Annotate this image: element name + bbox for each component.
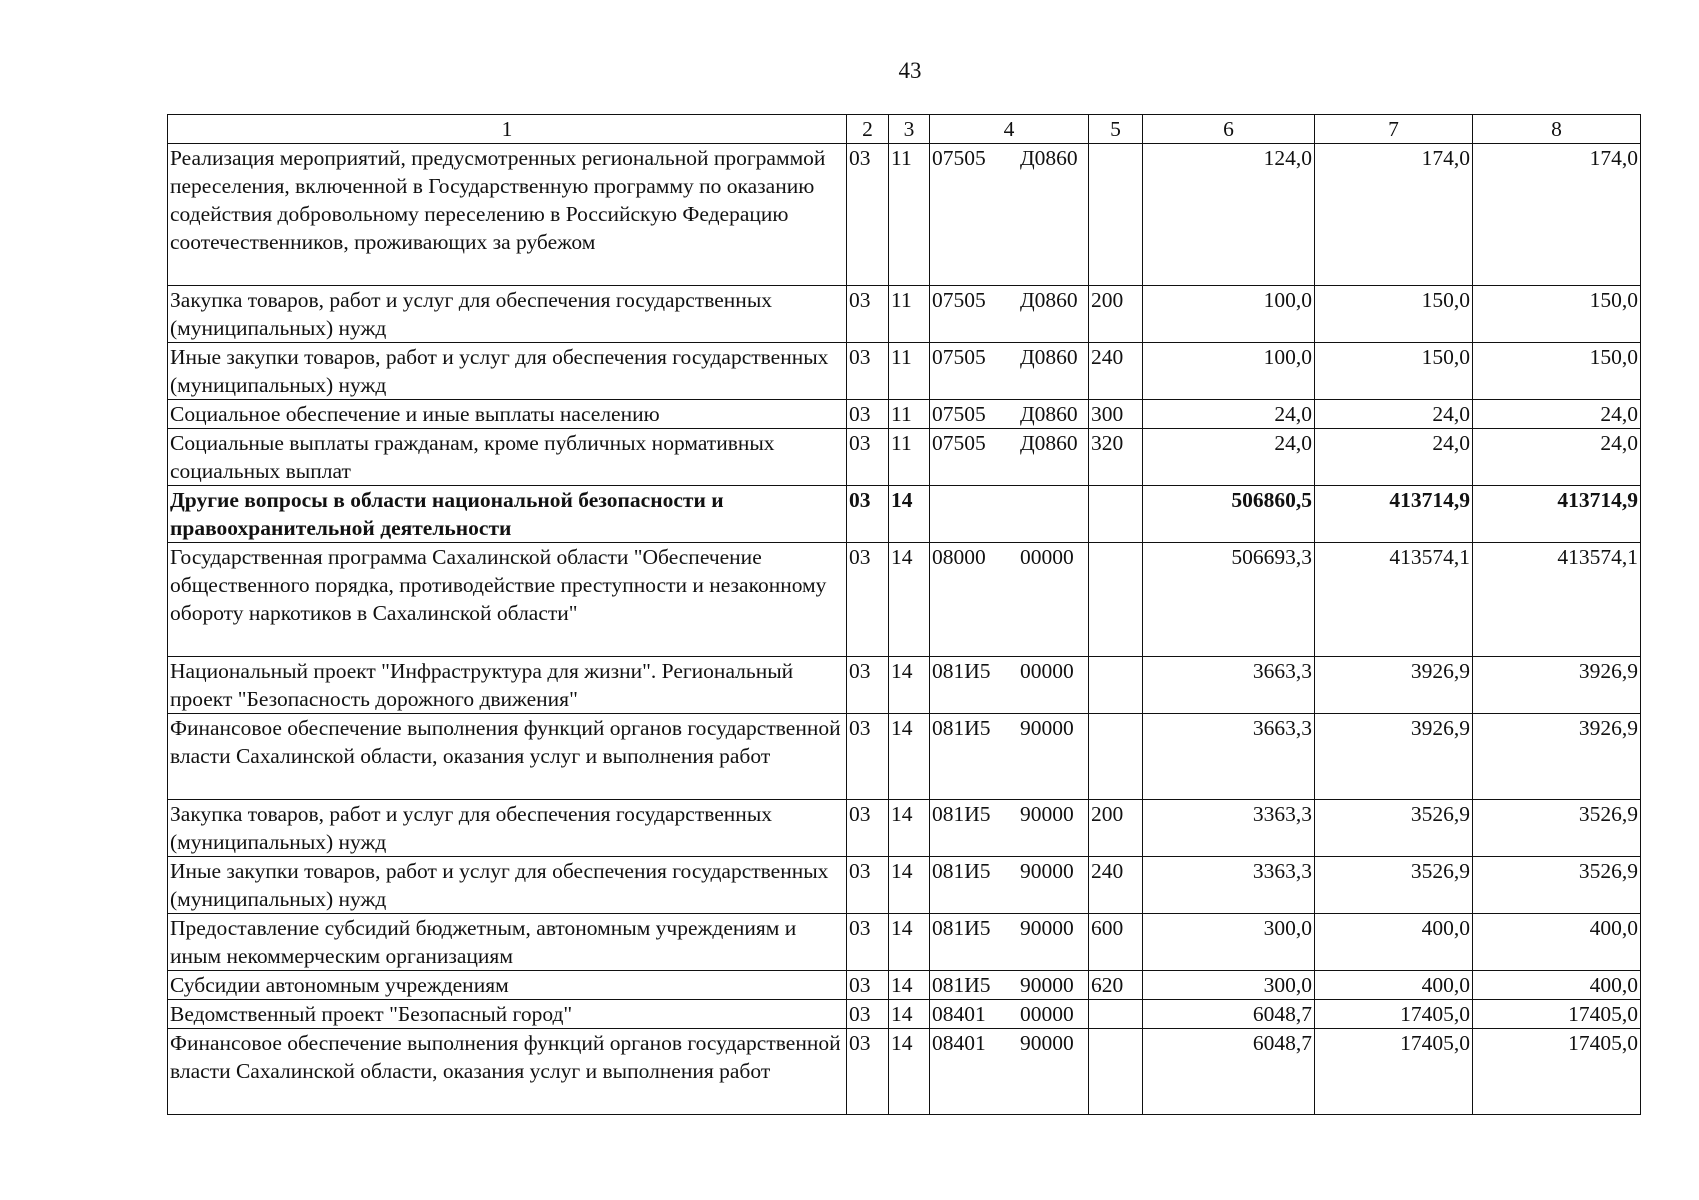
direction-code: Д0860	[1020, 431, 1078, 455]
amount-col-7: 400,0	[1315, 914, 1473, 971]
program-code: 081И5	[932, 802, 991, 826]
expense-type-code	[1089, 1029, 1143, 1115]
amount-col-7: 150,0	[1315, 343, 1473, 400]
direction-code: 90000	[1020, 1031, 1074, 1055]
subsection-code: 14	[889, 1029, 930, 1115]
row-name: Иные закупки товаров, работ и услуг для обеспечения государственных (муниципальных) нужд	[168, 857, 847, 914]
target-article-code	[930, 144, 1089, 286]
program-code: 08000	[932, 545, 986, 569]
direction-code: Д0860	[1020, 146, 1078, 170]
amount-col-7: 24,0	[1315, 400, 1473, 429]
target-article-code	[930, 1029, 1089, 1115]
table-row	[168, 429, 1641, 486]
subsection-code: 14	[889, 1000, 930, 1029]
row-name: Реализация мероприятий, предусмотренных региональной программой переселения, включенной в Государственную программу по оказанию содействия добровольному переселению в Российскую Федерацию соотечественников, проживающих за рубежом	[168, 144, 847, 286]
section-code: 03	[847, 343, 889, 400]
subsection-code: 11	[889, 343, 930, 400]
amount-col-7: 413574,1	[1315, 543, 1473, 657]
amount-col-8: 3926,9	[1473, 714, 1641, 800]
header-row	[168, 115, 1641, 144]
subsection-code: 11	[889, 429, 930, 486]
expense-type-code: 240	[1089, 343, 1143, 400]
section-code: 03	[847, 486, 889, 543]
amount-col-7: 24,0	[1315, 429, 1473, 486]
program-code: 07505	[932, 431, 986, 455]
subsection-code: 11	[889, 144, 930, 286]
header-col-3: 3	[889, 115, 930, 144]
row-name: Субсидии автономным учреждениям	[168, 971, 847, 1000]
amount-col-6: 506693,3	[1143, 543, 1315, 657]
amount-col-6: 3363,3	[1143, 800, 1315, 857]
expense-type-code: 200	[1089, 286, 1143, 343]
table-row	[168, 543, 1641, 657]
target-article-code	[930, 400, 1089, 429]
amount-col-7: 174,0	[1315, 144, 1473, 286]
section-code: 03	[847, 1029, 889, 1115]
target-article-code	[930, 914, 1089, 971]
subsection-code: 14	[889, 914, 930, 971]
amount-col-8: 400,0	[1473, 971, 1641, 1000]
direction-code: Д0860	[1020, 288, 1078, 312]
subsection-code: 14	[889, 657, 930, 714]
expense-type-code	[1089, 144, 1143, 286]
section-code: 03	[847, 144, 889, 286]
header-col-4: 4	[930, 115, 1089, 144]
amount-col-8: 3526,9	[1473, 857, 1641, 914]
amount-col-6: 100,0	[1143, 343, 1315, 400]
table-row	[168, 657, 1641, 714]
header-col-7: 7	[1315, 115, 1473, 144]
program-code: 081И5	[932, 973, 991, 997]
program-code: 08401	[932, 1031, 986, 1055]
program-code: 081И5	[932, 716, 991, 740]
target-article-code	[930, 714, 1089, 800]
table-row	[168, 1029, 1641, 1115]
row-name: Финансовое обеспечение выполнения функций органов государственной власти Сахалинской области, оказания услуг и выполнения работ	[168, 714, 847, 800]
direction-code: 90000	[1020, 859, 1074, 883]
amount-col-6: 3663,3	[1143, 657, 1315, 714]
row-name: Социальные выплаты гражданам, кроме публичных нормативных социальных выплат	[168, 429, 847, 486]
target-article-code	[930, 286, 1089, 343]
direction-code: 90000	[1020, 973, 1074, 997]
table-row	[168, 144, 1641, 286]
program-code: 081И5	[932, 659, 991, 683]
target-article-code	[930, 800, 1089, 857]
expense-type-code	[1089, 657, 1143, 714]
amount-col-7: 413714,9	[1315, 486, 1473, 543]
program-code: 07505	[932, 146, 986, 170]
amount-col-8: 17405,0	[1473, 1000, 1641, 1029]
table-row	[168, 914, 1641, 971]
direction-code: 00000	[1020, 1002, 1074, 1026]
section-code: 03	[847, 543, 889, 657]
program-code: 08401	[932, 1002, 986, 1026]
target-article-code	[930, 429, 1089, 486]
amount-col-8: 24,0	[1473, 429, 1641, 486]
amount-col-8: 3526,9	[1473, 800, 1641, 857]
section-code: 03	[847, 971, 889, 1000]
amount-col-8: 413574,1	[1473, 543, 1641, 657]
subsection-code: 14	[889, 800, 930, 857]
amount-col-7: 3526,9	[1315, 800, 1473, 857]
direction-code: 90000	[1020, 916, 1074, 940]
program-code: 07505	[932, 288, 986, 312]
section-code: 03	[847, 1000, 889, 1029]
table-row	[168, 971, 1641, 1000]
header-col-8: 8	[1473, 115, 1641, 144]
amount-col-6: 24,0	[1143, 400, 1315, 429]
amount-col-8: 24,0	[1473, 400, 1641, 429]
program-code: 081И5	[932, 859, 991, 883]
row-name: Предоставление субсидий бюджетным, автономным учреждениям и иным некоммерческим организациям	[168, 914, 847, 971]
amount-col-8: 400,0	[1473, 914, 1641, 971]
expense-type-code: 620	[1089, 971, 1143, 1000]
section-code: 03	[847, 857, 889, 914]
direction-code: 90000	[1020, 716, 1074, 740]
amount-col-6: 300,0	[1143, 971, 1315, 1000]
table-row	[168, 486, 1641, 543]
target-article-code	[930, 543, 1089, 657]
subsection-code: 14	[889, 543, 930, 657]
expense-type-code	[1089, 543, 1143, 657]
program-code: 081И5	[932, 916, 991, 940]
subsection-code: 11	[889, 286, 930, 343]
direction-code: Д0860	[1020, 345, 1078, 369]
expense-type-code: 600	[1089, 914, 1143, 971]
target-article-code	[930, 657, 1089, 714]
amount-col-7: 400,0	[1315, 971, 1473, 1000]
header-col-2: 2	[847, 115, 889, 144]
row-name: Закупка товаров, работ и услуг для обеспечения государственных (муниципальных) нужд	[168, 800, 847, 857]
amount-col-7: 150,0	[1315, 286, 1473, 343]
program-code: 07505	[932, 402, 986, 426]
subsection-code: 11	[889, 400, 930, 429]
amount-col-7: 3926,9	[1315, 714, 1473, 800]
amount-col-6: 6048,7	[1143, 1000, 1315, 1029]
target-article-code	[930, 486, 1089, 543]
table-row	[168, 800, 1641, 857]
program-code: 07505	[932, 345, 986, 369]
amount-col-6: 506860,5	[1143, 486, 1315, 543]
amount-col-6: 6048,7	[1143, 1029, 1315, 1115]
amount-col-6: 100,0	[1143, 286, 1315, 343]
amount-col-6: 3363,3	[1143, 857, 1315, 914]
budget-table	[167, 114, 1641, 1115]
table-row	[168, 857, 1641, 914]
target-article-code	[930, 857, 1089, 914]
direction-code: 00000	[1020, 659, 1074, 683]
expense-type-code	[1089, 714, 1143, 800]
header-col-5: 5	[1089, 115, 1143, 144]
target-article-code	[930, 1000, 1089, 1029]
section-code: 03	[847, 657, 889, 714]
expense-type-code	[1089, 486, 1143, 543]
expense-type-code: 300	[1089, 400, 1143, 429]
row-name: Закупка товаров, работ и услуг для обеспечения государственных (муниципальных) нужд	[168, 286, 847, 343]
amount-col-7: 17405,0	[1315, 1000, 1473, 1029]
header-col-1: 1	[168, 115, 847, 144]
subsection-code: 14	[889, 857, 930, 914]
section-code: 03	[847, 914, 889, 971]
row-name: Иные закупки товаров, работ и услуг для обеспечения государственных (муниципальных) нужд	[168, 343, 847, 400]
row-name: Финансовое обеспечение выполнения функций органов государственной власти Сахалинской области, оказания услуг и выполнения работ	[168, 1029, 847, 1115]
section-code: 03	[847, 400, 889, 429]
amount-col-6: 24,0	[1143, 429, 1315, 486]
amount-col-6: 300,0	[1143, 914, 1315, 971]
row-name: Ведомственный проект "Безопасный город"	[168, 1000, 847, 1029]
subsection-code: 14	[889, 714, 930, 800]
amount-col-8: 150,0	[1473, 286, 1641, 343]
table-row	[168, 286, 1641, 343]
subsection-code: 14	[889, 971, 930, 1000]
amount-col-7: 3526,9	[1315, 857, 1473, 914]
direction-code: 00000	[1020, 545, 1074, 569]
amount-col-8: 150,0	[1473, 343, 1641, 400]
section-code: 03	[847, 429, 889, 486]
target-article-code	[930, 971, 1089, 1000]
amount-col-6: 124,0	[1143, 144, 1315, 286]
section-code: 03	[847, 714, 889, 800]
section-code: 03	[847, 286, 889, 343]
amount-col-6: 3663,3	[1143, 714, 1315, 800]
amount-col-8: 3926,9	[1473, 657, 1641, 714]
section-code: 03	[847, 800, 889, 857]
expense-type-code: 240	[1089, 857, 1143, 914]
amount-col-8: 174,0	[1473, 144, 1641, 286]
amount-col-7: 17405,0	[1315, 1029, 1473, 1115]
page-number: 43	[898, 58, 922, 83]
expense-type-code: 320	[1089, 429, 1143, 486]
row-name: Другие вопросы в области национальной безопасности и правоохранительной деятельности	[168, 486, 847, 543]
header-col-6: 6	[1143, 115, 1315, 144]
table-row	[168, 714, 1641, 800]
amount-col-8: 17405,0	[1473, 1029, 1641, 1115]
amount-col-8: 413714,9	[1473, 486, 1641, 543]
table-row	[168, 1000, 1641, 1029]
subsection-code: 14	[889, 486, 930, 543]
target-article-code	[930, 343, 1089, 400]
table-row	[168, 343, 1641, 400]
expense-type-code: 200	[1089, 800, 1143, 857]
expense-type-code	[1089, 1000, 1143, 1029]
direction-code: 90000	[1020, 802, 1074, 826]
amount-col-7: 3926,9	[1315, 657, 1473, 714]
row-name: Государственная программа Сахалинской области "Обеспечение общественного порядка, противодействие преступности и незаконному обороту наркотиков в Сахалинской области"	[168, 543, 847, 657]
row-name: Национальный проект "Инфраструктура для жизни". Региональный проект "Безопасность дорожного движения"	[168, 657, 847, 714]
table-row	[168, 400, 1641, 429]
direction-code: Д0860	[1020, 402, 1078, 426]
row-name: Социальное обеспечение и иные выплаты населению	[168, 400, 847, 429]
